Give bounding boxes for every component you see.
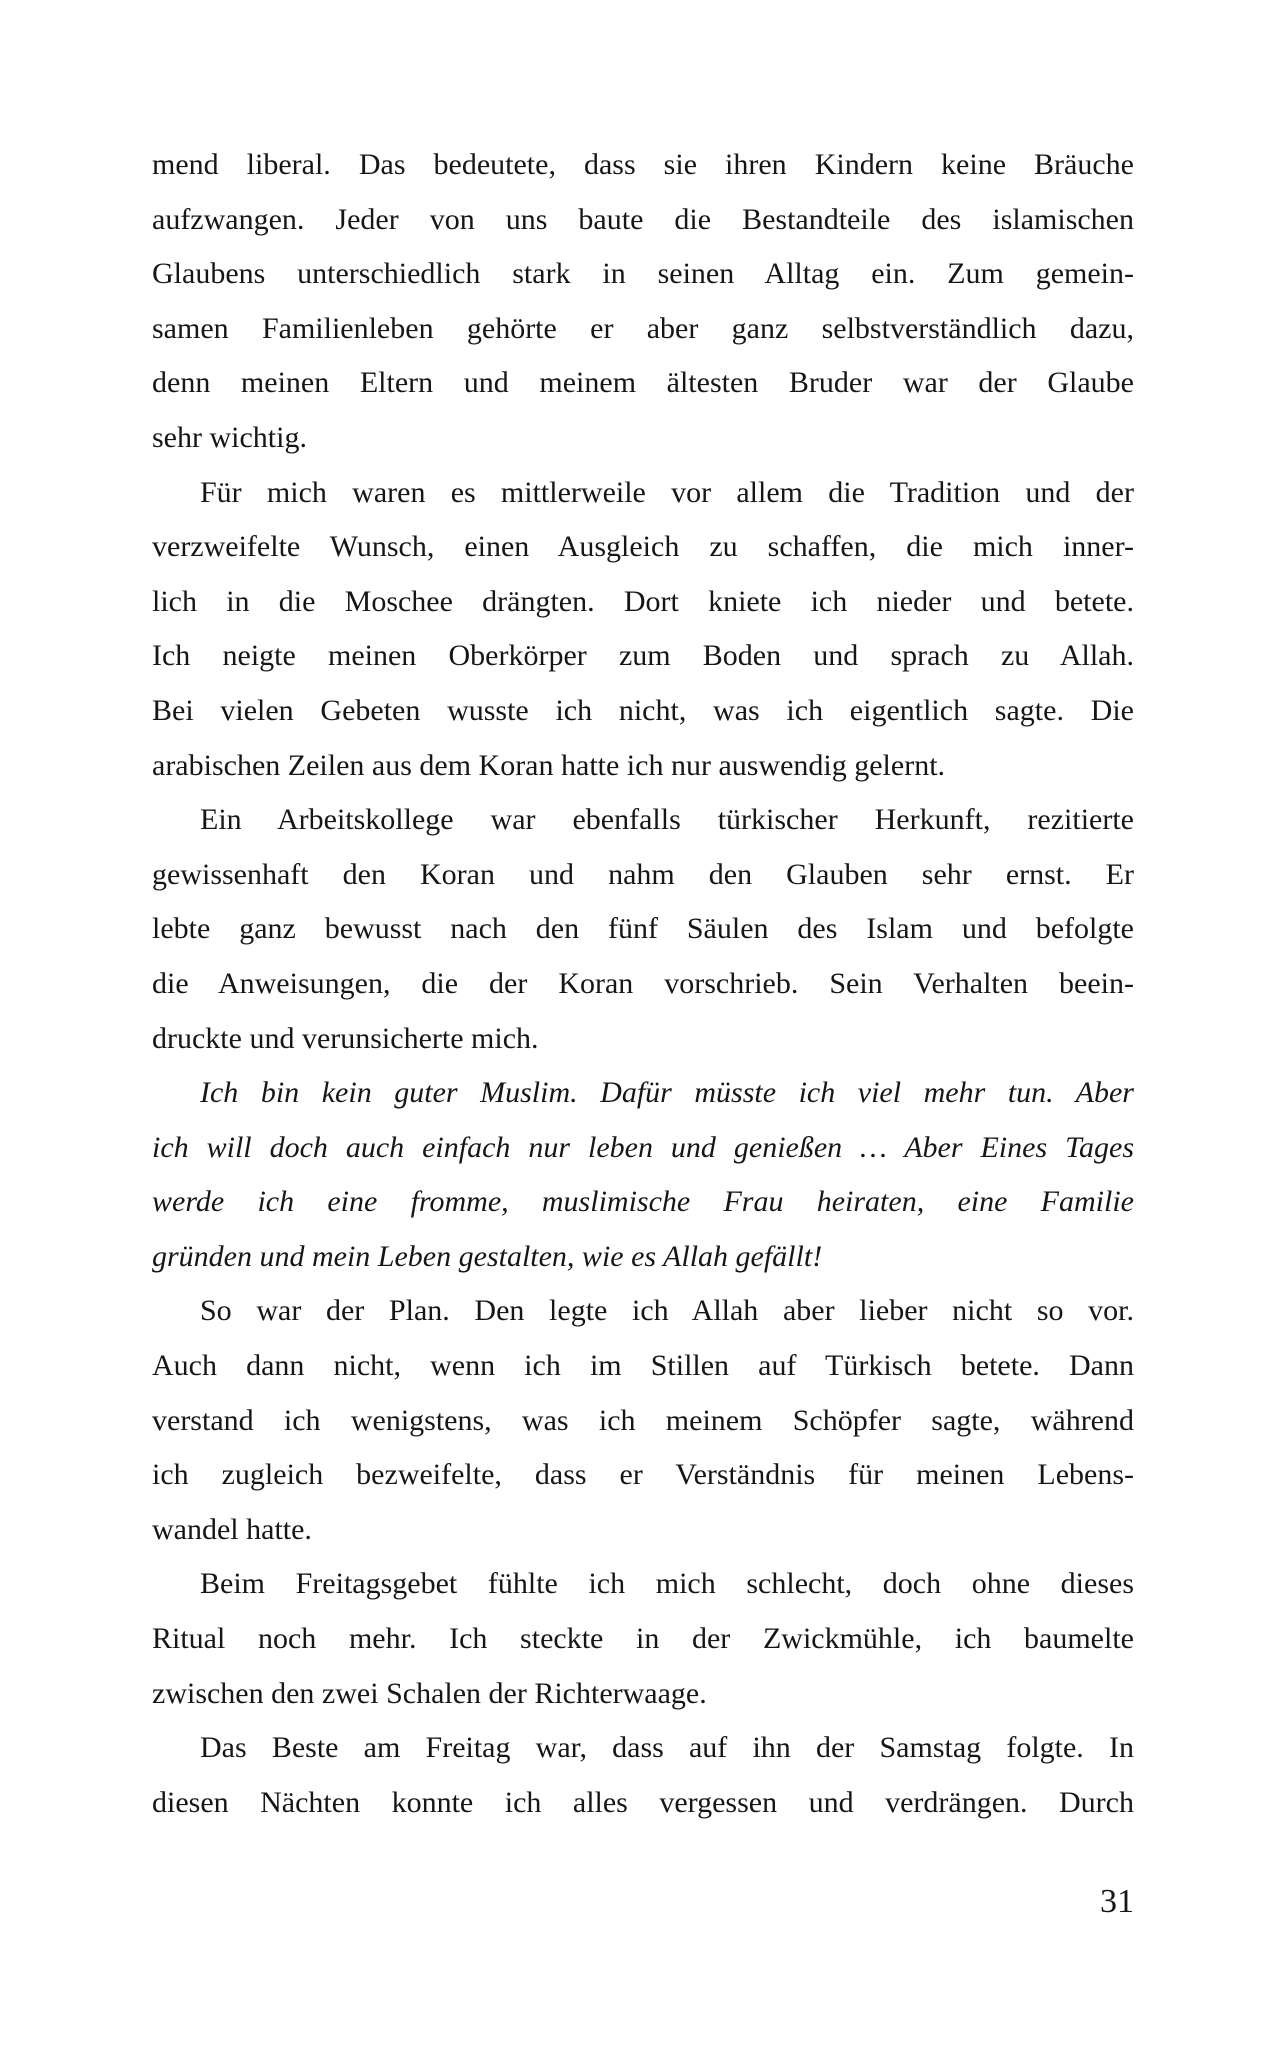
- text-line: Glaubens unterschiedlich stark in seinen Alltag ein. Zum gemein-: [152, 257, 1134, 291]
- text-line: diesen Nächten konnte ich alles vergessen und verdrängen. Durch: [152, 1785, 1134, 1819]
- text-line-italic: gründen und mein Leben gestalten, wie es Allah gefällt!: [152, 1239, 823, 1273]
- text-line: samen Familienleben gehörte er aber ganz selbstverständlich dazu,: [152, 311, 1134, 345]
- text-line: gewissenhaft den Koran und nahm den Glauben sehr ernst. Er: [152, 857, 1134, 891]
- text-line: Ich neigte meinen Oberkörper zum Boden und sprach zu Allah.: [152, 639, 1134, 673]
- text-line: druckte und verunsicherte mich.: [152, 1021, 539, 1055]
- text-line: Für mich waren es mittlerweile vor allem die Tradition und der: [200, 475, 1134, 509]
- text-line: verzweifelte Wunsch, einen Ausgleich zu schaffen, die mich inner-: [152, 530, 1134, 564]
- text-line: ich zugleich bezweifelte, dass er Verständnis für meinen Lebens-: [152, 1458, 1134, 1492]
- text-line: Das Beste am Freitag war, dass auf ihn der Samstag folgte. In: [200, 1731, 1134, 1765]
- text-line: arabischen Zeilen aus dem Koran hatte ich nur auswendig gelernt.: [152, 748, 946, 782]
- text-line-italic: werde ich eine fromme, muslimische Frau heiraten, eine Familie: [152, 1185, 1134, 1219]
- text-line: Ritual noch mehr. Ich steckte in der Zwickmühle, ich baumelte: [152, 1622, 1134, 1656]
- text-line: die Anweisungen, die der Koran vorschrieb. Sein Verhalten beein-: [152, 966, 1134, 1000]
- text-line: mend liberal. Das bedeutete, dass sie ihren Kindern keine Bräuche: [152, 148, 1134, 181]
- text-line: Bei vielen Gebeten wusste ich nicht, was ich eigentlich sagte. Die: [152, 693, 1134, 727]
- text-line: zwischen den zwei Schalen der Richterwaage.: [152, 1676, 707, 1710]
- text-line: Ein Arbeitskollege war ebenfalls türkischer Herkunft, rezitierte: [200, 803, 1134, 837]
- text-line: wandel hatte.: [152, 1512, 312, 1546]
- text-line-italic: ich will doch auch einfach nur leben und genießen … Aber Eines Tages: [152, 1130, 1134, 1164]
- page-number: 31: [1100, 1883, 1134, 1920]
- text-line: lebte ganz bewusst nach den fünf Säulen des Islam und befolgte: [152, 912, 1134, 946]
- text-line: denn meinen Eltern und meinem ältesten Bruder war der Glaube: [152, 366, 1134, 400]
- text-line: So war der Plan. Den legte ich Allah aber lieber nicht so vor.: [200, 1294, 1134, 1328]
- text-line: sehr wichtig.: [152, 420, 307, 454]
- text-line: lich in die Moschee drängten. Dort kniete ich nieder und betete.: [152, 584, 1134, 618]
- text-line: verstand ich wenigstens, was ich meinem Schöpfer sagte, während: [152, 1403, 1134, 1437]
- text-line-italic: Ich bin kein guter Muslim. Dafür müsste ich viel mehr tun. Aber: [200, 1076, 1134, 1110]
- text-line: Beim Freitagsgebet fühlte ich mich schlecht, doch ohne dieses: [200, 1567, 1134, 1601]
- text-line: aufzwangen. Jeder von uns baute die Bestandteile des islamischen: [152, 202, 1134, 236]
- text-line: Auch dann nicht, wenn ich im Stillen auf Türkisch betete. Dann: [152, 1349, 1134, 1383]
- body-text: [152, 138, 1134, 1830]
